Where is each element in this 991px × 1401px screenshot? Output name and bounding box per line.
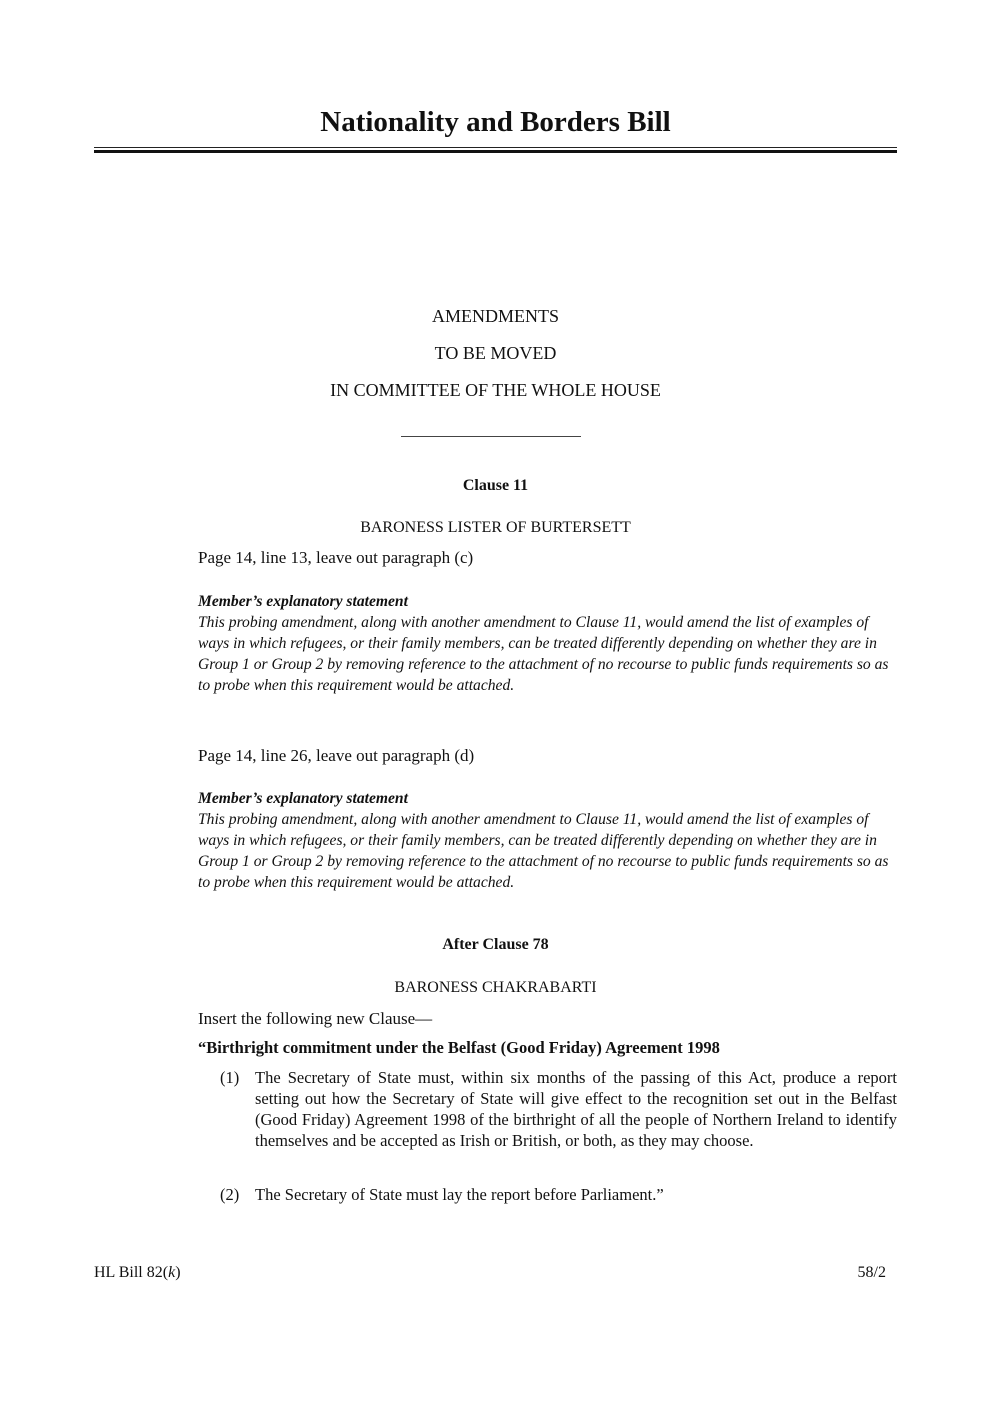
bill-ref-suffix-letter: k [168,1264,176,1281]
amendment-text: Page 14, line 13, leave out paragraph (c) [198,548,474,567]
explanatory-statement [198,591,898,696]
bill-reference [94,1264,181,1282]
clause-heading: After Clause 78 [442,936,549,953]
subsection-number: (2) [220,1185,240,1204]
statement-title: Member’s explanatory statement [198,790,408,807]
member-name: BARONESS CHAKRABARTI [394,979,597,996]
subsection-number: (1) [220,1068,240,1087]
new-clause-title: “Birthright commitment under the Belfast (Good Friday) Agreement 1998 [198,1038,720,1057]
member-name: BARONESS LISTER OF BURTERSETT [360,519,631,536]
clause-heading: Clause 11 [462,477,529,494]
title-rule-thin [94,147,897,148]
title-rule-thick [94,150,897,153]
bill-ref-close: ) [175,1264,181,1281]
statement-text: This probing amendment, along with another amendment to Clause 11, would amend the list of examples of ways in which refugees, or their family members, can be treated differently depending on whether they are in Group 1 or Group 2 by removing reference to the attachment of no recourse to public funds requirements so as to probe when this requirement would be attached. [198,811,889,891]
statement-title: Member’s explanatory statement [198,593,408,610]
insert-instruction: Insert the following new Clause— [198,1009,433,1028]
statement-text: This probing amendment, along with another amendment to Clause 11, would amend the list of examples of ways in which refugees, or their family members, can be treated differently depending on whether they are in Group 1 or Group 2 by removing reference to the attachment of no recourse to public funds requirements so as to probe when this requirement would be attached. [198,614,889,694]
subsection [220,1067,897,1151]
bill-ref-prefix: HL Bill 82( [94,1264,169,1281]
header-line-amendments: AMENDMENTS [431,306,559,326]
subsection-text: The Secretary of State must lay the report before Parliament.” [255,1185,664,1204]
header-line-committee: IN COMMITTEE OF THE WHOLE HOUSE [330,380,661,400]
amendment-text: Page 14, line 26, leave out paragraph (d) [198,746,475,765]
header-line-to-be-moved: TO BE MOVED [434,343,557,363]
subsection-text: The Secretary of State must, within six months of the passing of this Act, produce a report setting out how the Secretary of State will give effect to the recognition set out in the Belfast (Good Friday) Agreement 1998 of the birthright of all the people of Northern Ireland to identify themselves and be accepted as Irish or British, or both, as they may choose. [255,1068,897,1150]
explanatory-statement [198,788,898,893]
section-divider [401,436,581,437]
subsection [220,1184,897,1205]
document-title: Nationality and Borders Bill [320,106,671,138]
page-reference: 58/2 [857,1264,886,1281]
